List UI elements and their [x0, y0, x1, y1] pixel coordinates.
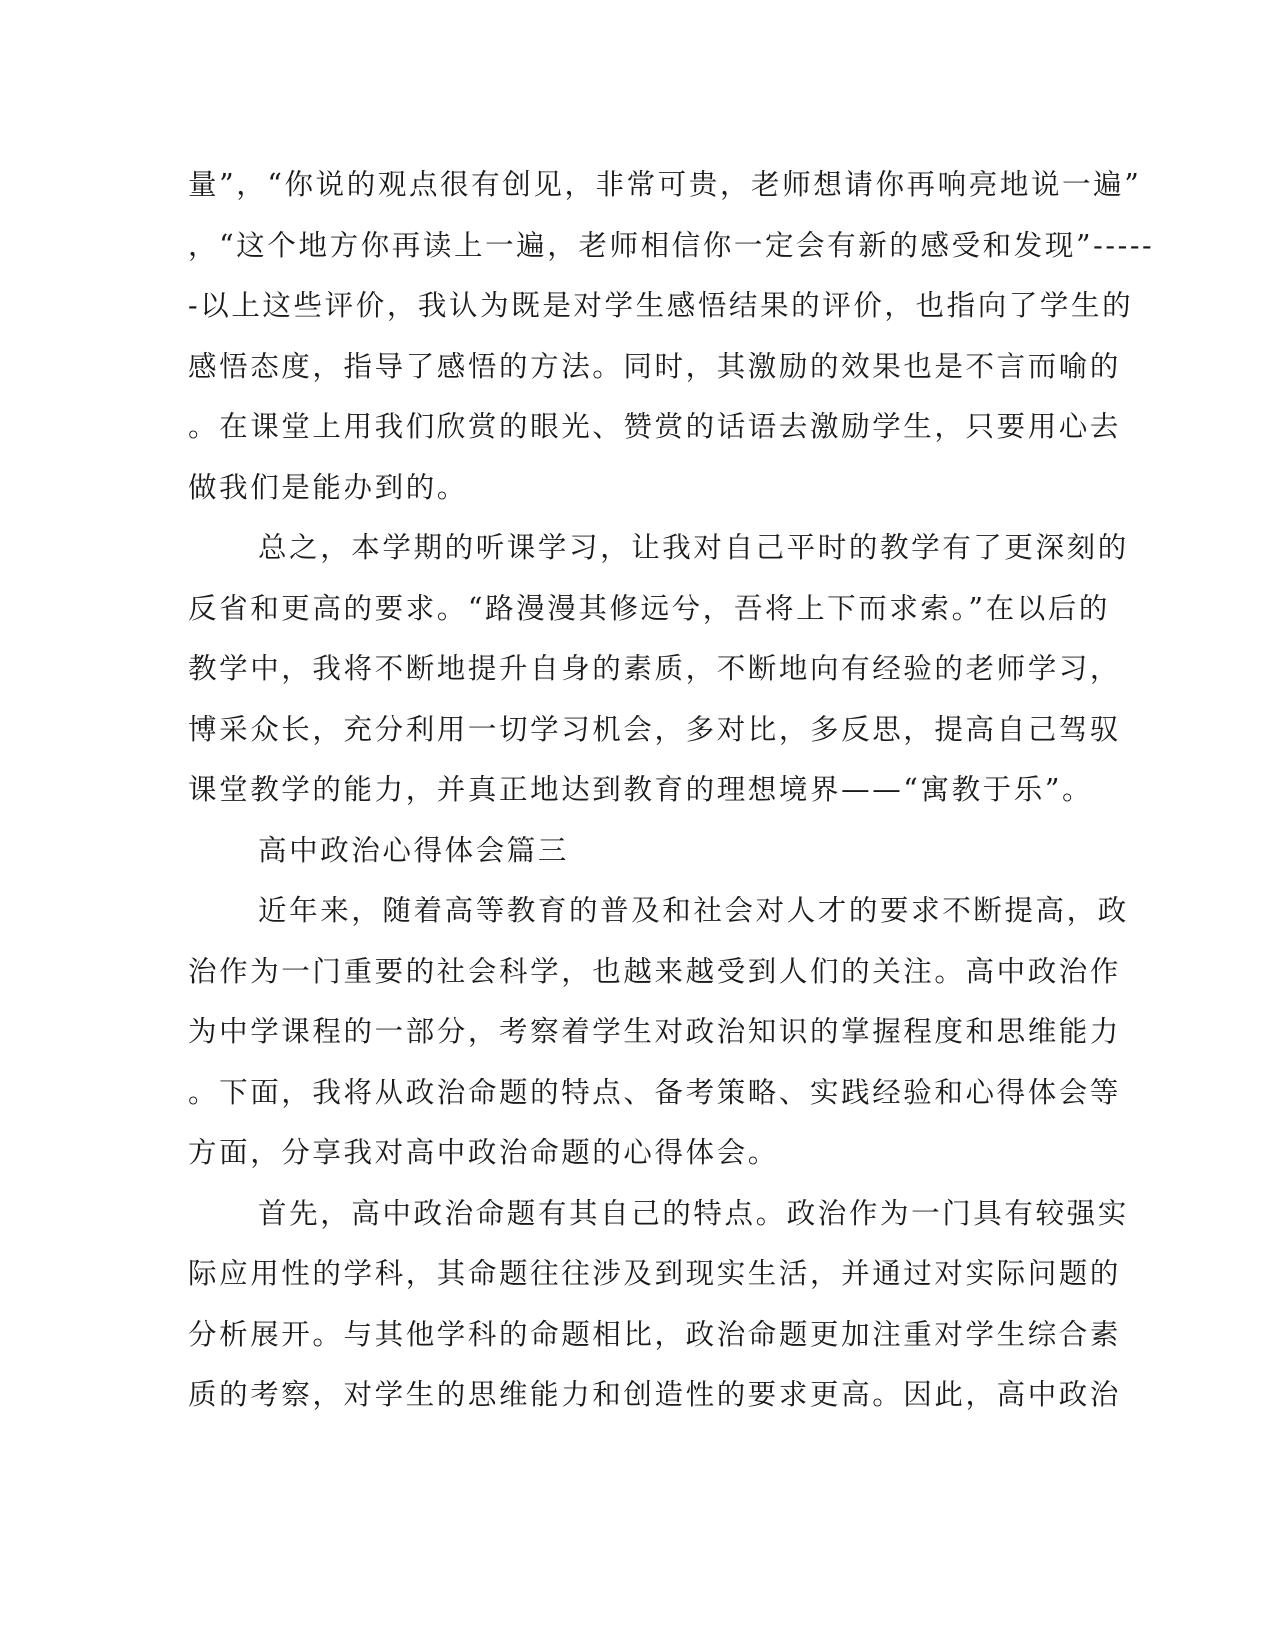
text-line: 际应用性的学科，其命题往往涉及到现实生活，并通过对实际问题的	[188, 1257, 1122, 1290]
paragraph-first-line: 首先，高中政治命题有其自己的特点。政治作为一门具有较强实	[258, 1196, 1129, 1230]
text-line: -以上这些评价，我认为既是对学生感悟结果的评价，也指向了学生的	[188, 289, 1134, 322]
text-line: 教学中，我将不断地提升自身的素质，不断地向有经验的老师学习，	[188, 652, 1122, 685]
text-line: ，“这个地方你再读上一遍，老师相信你一定会有新的感受和发现”-----	[188, 228, 1155, 262]
text-line: 做我们是能办到的。	[188, 470, 468, 504]
document-body	[188, 155, 1155, 1426]
text-line: 感悟态度，指导了感悟的方法。同时，其激励的效果也是不言而喻的	[188, 349, 1122, 383]
text-line: 量”，“你说的观点很有创见，非常可贵，老师想请你再响亮地说一遍”	[188, 168, 1142, 201]
text-line: 博采众长，充分利用一切学习机会，多对比，多反思，提高自己驾驭	[188, 712, 1122, 746]
text-line: 质的考察，对学生的思维能力和创造性的要求更高。因此，高中政治	[188, 1378, 1122, 1411]
text-line: 为中学课程的一部分，考察着学生对政治知识的掌握程度和思维能力	[188, 1015, 1122, 1048]
paragraph-first-line: 总之，本学期的听课学习，让我对自己平时的教学有了更深刻的	[258, 531, 1129, 564]
text-line: 反省和更高的要求。“路漫漫其修远兮，吾将上下而求索。”在以后的	[188, 591, 1110, 625]
text-line: 分析展开。与其他学科的命题相比，政治命题更加注重对学生综合素	[188, 1317, 1122, 1351]
paragraph-first-line: 近年来，随着高等教育的普及和社会对人才的要求不断提高，政	[258, 894, 1129, 927]
text-line: 治作为一门重要的社会科学，也越来越受到人们的关注。高中政治作	[188, 954, 1122, 988]
section-heading: 高中政治心得体会篇三	[258, 833, 570, 867]
text-line: 课堂教学的能力，并真正地达到教育的理想境界——“寓教于乐”。	[188, 773, 1094, 806]
text-line: 。下面，我将从政治命题的特点、备考策略、实践经验和心得体会等	[188, 1075, 1122, 1109]
text-line: 。在课堂上用我们欣赏的眼光、赞赏的话语去激励学生，只要用心去	[188, 410, 1122, 443]
text-line: 方面，分享我对高中政治命题的心得体会。	[188, 1136, 779, 1169]
